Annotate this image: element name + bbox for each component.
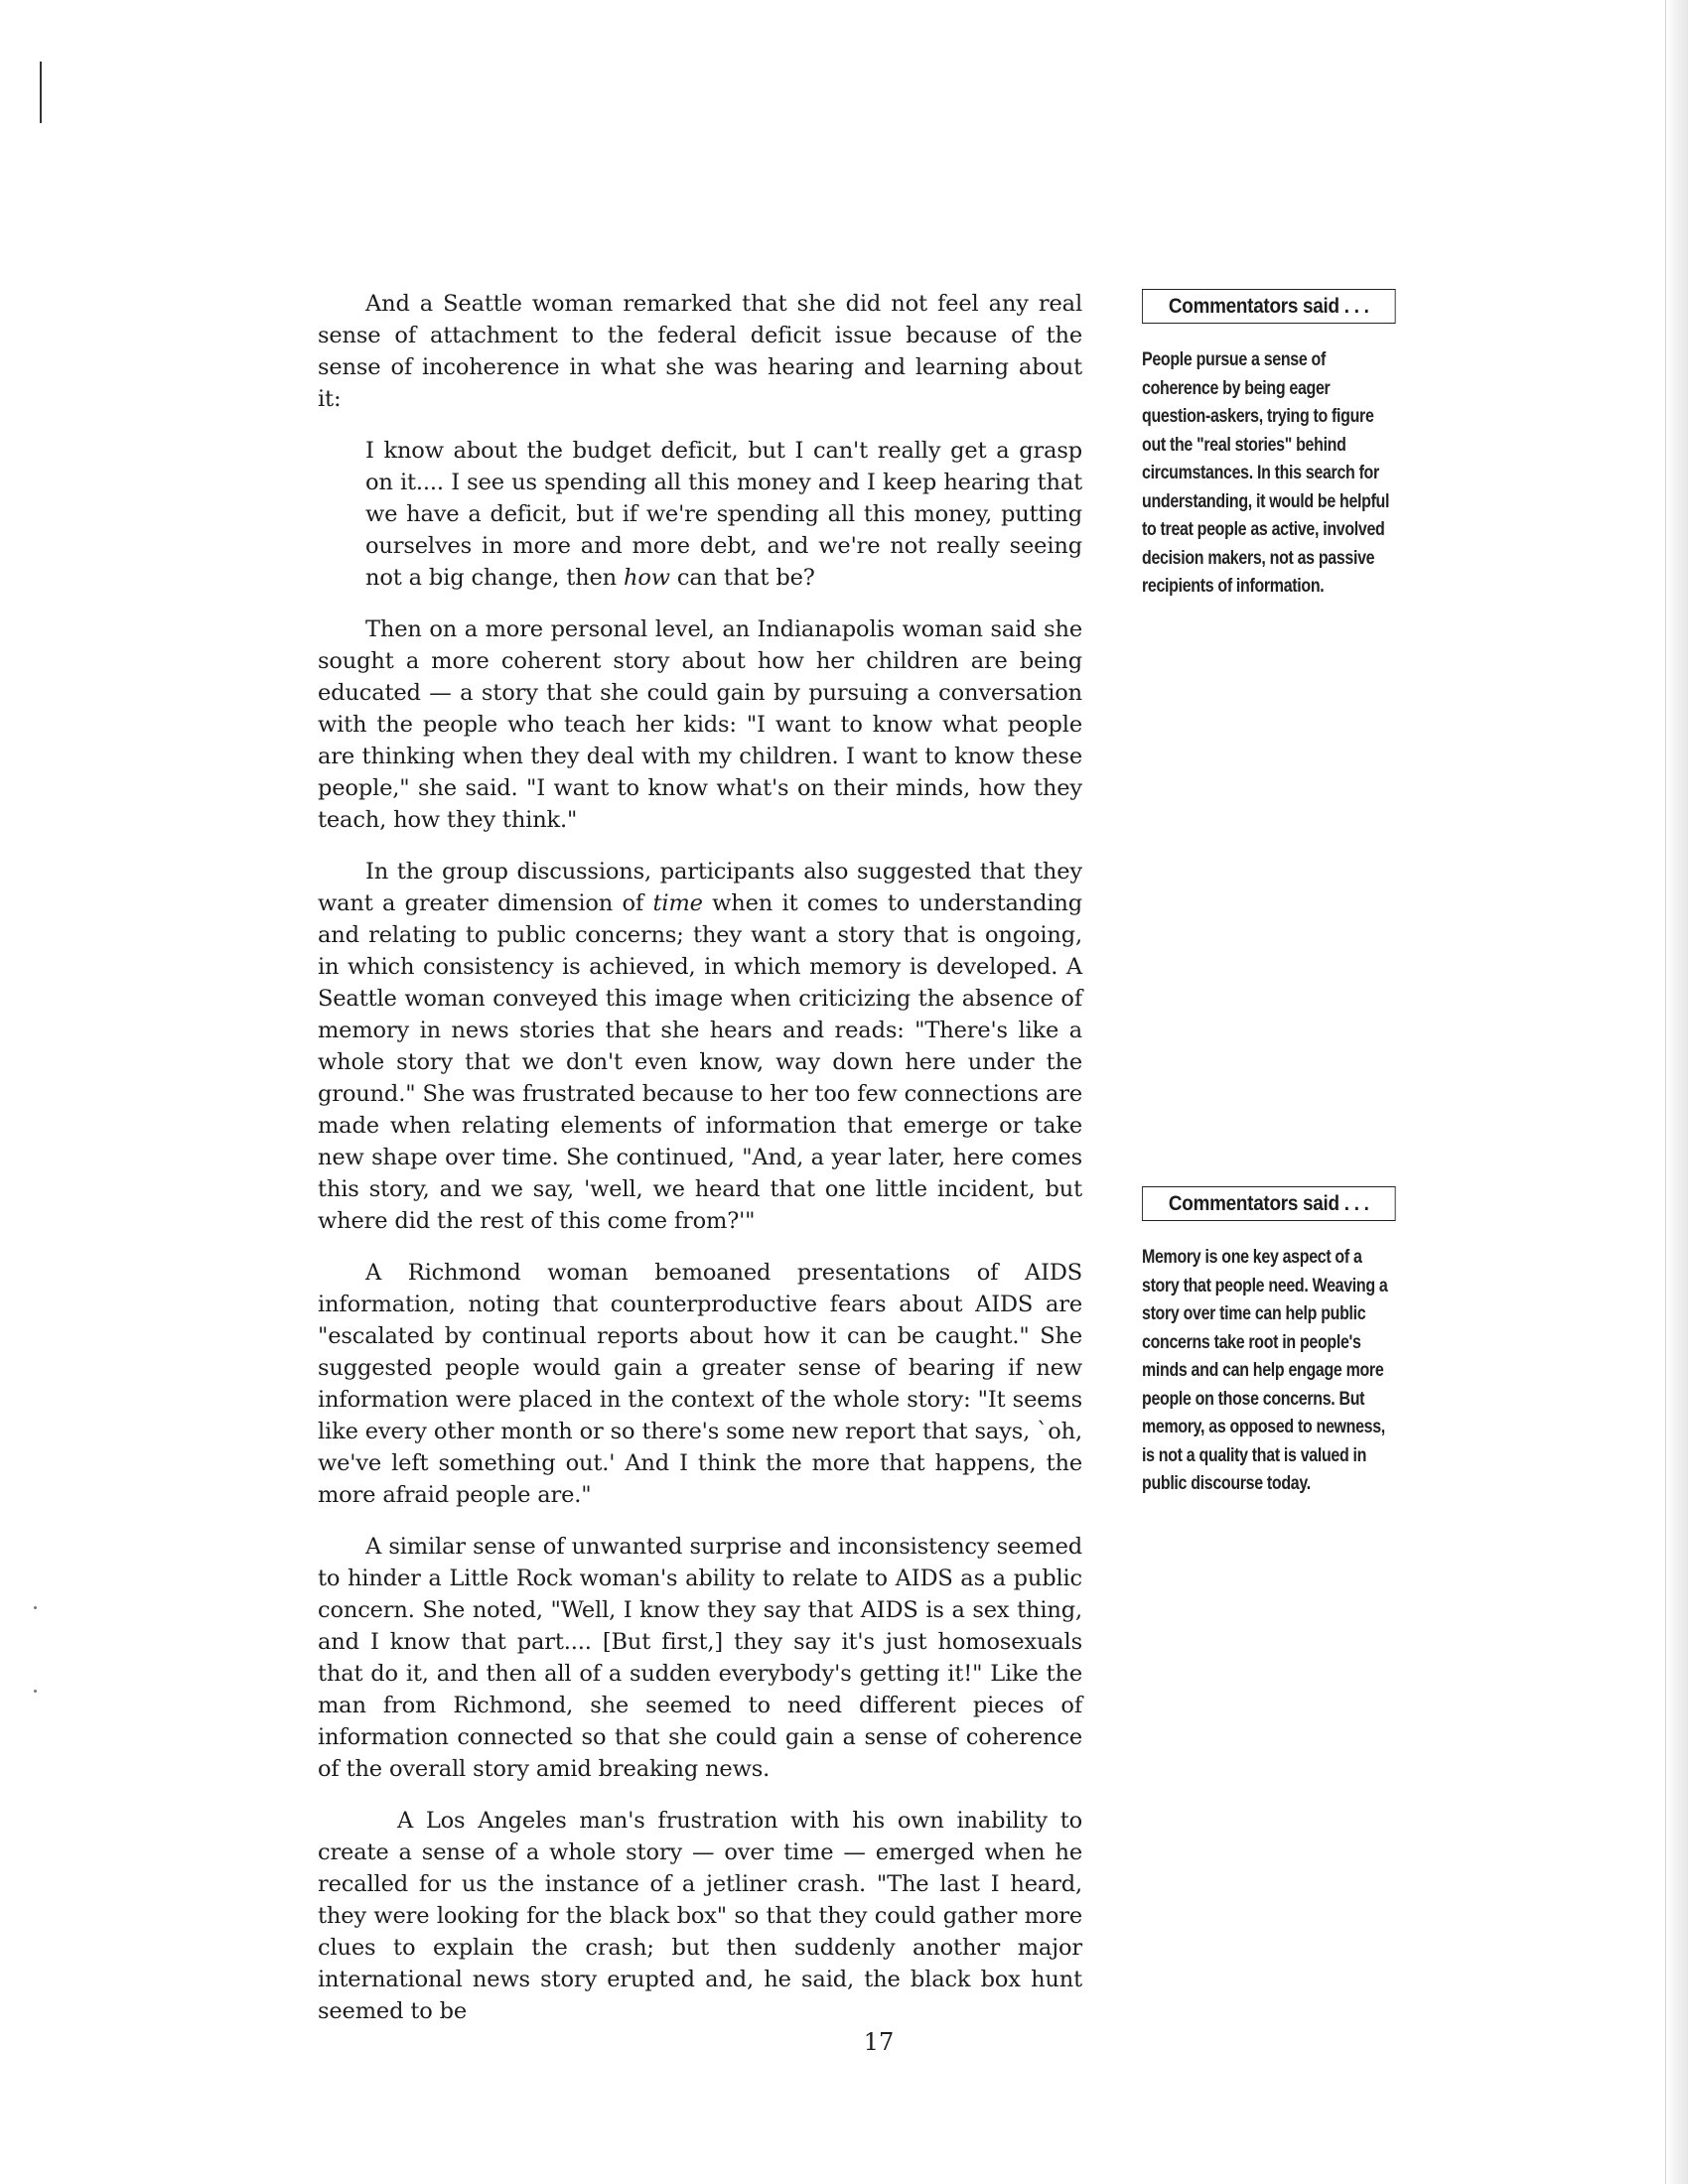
quote-text-end: can that be? [669,565,815,591]
scan-speck [34,1690,37,1693]
sidebar-commentary-2 [1142,1186,1396,1498]
sidebar-heading-box: Commentators said . . . [1142,289,1396,324]
sidebar-text: Memory is one key aspect of a story that people need. Weaving a story over time can help public concerns take root in people's minds and can help engage more people on those concerns. But memory, as opposed to newness, is not a quality that is valued in public discourse today. [1142,1246,1388,1494]
page-edge-shadow [1666,0,1688,2184]
paragraph-seattle-deficit: And a Seattle woman remarked that she did not feel any real sense of attachment to the federal deficit issue because of the sense of incoherence in what she was hearing and learning about it: [318,291,1082,412]
scan-speck [34,1606,37,1609]
paragraph-text-end: when it comes to understanding and relating to public concerns; they want a story that is ongoing, in which consistency is achieved, in which memory is developed. A Seattle woman conveyed this image when criticizing the absence of memory in news stories that she hears and reads: "There's like a whole story that we don't even know, way down here under the ground." She was frustrated because to her too few connections are made when relating elements of information that emerge or take new shape over time. She continued, "And, a year later, here comes this story, and we say, 'well, we heard that one little incident, but where did the rest of this come from?'" [318,890,1082,1234]
sidebar-heading-box: Commentators said . . . [1142,1186,1396,1221]
main-text-column [318,288,1082,2027]
page-number: 17 [863,2028,895,2056]
sidebar-text: People pursue a sense of coherence by being eager question-askers, trying to figure out the "real stories" behind circumstances. In this search for understanding, it would be helpful to treat people as active, involved decision makers, not as passive recipients of information. [1142,348,1390,597]
paragraph-time-dimension [318,856,1082,1237]
margin-mark [40,62,42,123]
paragraph-emphasis: time [652,890,703,916]
sidebar-commentary-1 [1142,289,1396,601]
quote-emphasis: how [624,565,670,591]
paragraph-indianapolis: Then on a more personal level, an Indianapolis woman said she sought a more coherent story about how her children are being educated — a story that she could gain by pursuing a conversation with the people who teach her kids: "I want to know what people are thinking when they deal with my children. I want to know these people," she said. "I want to know what's on their minds, how they teach, how they think." [318,616,1082,833]
quote-text: I know about the budget deficit, but I can't really get a grasp on it.... I see us spending all this money and I keep hearing that we have a deficit, but if we're spending all this money, putting ourselves in more and more debt, and we're not really seeing not a big change, then [365,438,1082,591]
block-quote-deficit [365,435,1082,594]
paragraph-richmond-aids: A Richmond woman bemoaned presentations of AIDS information, noting that counterproductive fears about AIDS are "escalated by continual reports about how it can be caught." She suggested people would gain a greater sense of bearing if new information were placed in the context of the whole story: "It seems like every other month or so there's some new report that says, `oh, we've left something out.' And I think the more that happens, the more afraid people are." [318,1260,1082,1508]
paragraph-text: In the group discussions, participants also suggested that they want a greater dimension of [318,859,1082,916]
paragraph-los-angeles: A Los Angeles man's frustration with his own inability to create a sense of a whole story — over time — emerged when he recalled for us the instance of a jetliner crash. "The last I heard, they were looking for the black box" so that they could gather more clues to explain the crash; but then suddenly another major international news story erupted and, he said, the black box hunt seemed to be [318,1808,1082,2024]
paragraph-little-rock: A similar sense of unwanted surprise and inconsistency seemed to hinder a Little Rock woman's ability to relate to AIDS as a public concern. She noted, "Well, I know they say that AIDS is a sex thing, and I know that part.... [But first,] they say it's just homosexuals that do it, and then all of a sudden everybody's getting it!" Like the man from Richmond, she seemed to need different pieces of information connected so that she could gain a sense of coherence of the overall story amid breaking news. [318,1534,1082,1782]
